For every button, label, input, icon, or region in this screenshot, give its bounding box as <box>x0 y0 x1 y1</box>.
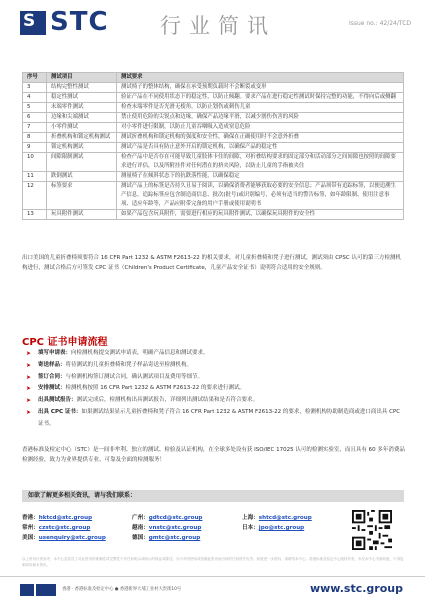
contact-region: 德国： <box>132 535 149 541</box>
table-row <box>23 182 404 210</box>
cpc-step-text: 将待测试的儿童折叠椅和凳子样品寄送至检测机构。 <box>65 361 193 368</box>
row-test-item: 末端零件测试 <box>47 103 117 113</box>
cpc-step <box>26 348 404 360</box>
contact-email-link[interactable]: usenquiry@stc.group <box>38 535 106 541</box>
cpc-step-label: 出具测试报告： <box>38 397 77 404</box>
row-test-item: 玩具附件测试 <box>47 210 117 220</box>
arrow-icon: ➤ <box>26 408 32 416</box>
logo-mark <box>20 11 46 35</box>
cpc-step-label: 安排测试： <box>38 385 66 392</box>
logo-mark-letter: S <box>23 11 36 31</box>
cpc-section-title: CPC 证书申请流程 <box>22 337 108 348</box>
about-stc-paragraph: 香港标准及检定中心（STC）是一间非牟利、独立的测试、检验及认证机构，在全球多处设有获 ISO/IEC 17025 认可的检测实验室，而且具有 60 多年消费品检测经验，致力为业界提供专业、可靠及全面的检测服务！ <box>22 447 405 463</box>
contact-email-link[interactable]: czstc@stc.group <box>38 525 91 531</box>
row-test-item: 小零件测试 <box>47 123 117 133</box>
row-requirement: 对小零件进行限制，以防止儿童吞咽吸入造成窒息危险 <box>117 123 404 133</box>
contact-cell <box>132 523 242 533</box>
row-number: 6 <box>23 113 47 123</box>
test-items-table <box>22 72 404 220</box>
arrow-icon: ➤ <box>26 385 32 393</box>
cpc-step-label: 签订合同： <box>38 373 66 380</box>
table-row <box>23 143 404 153</box>
header-item: 测试项目 <box>47 73 117 83</box>
cpc-step-text: 与检测机构签订测试合同，确认测试项目及费用等细节。 <box>65 373 204 380</box>
contact-region: 日本： <box>242 525 259 531</box>
footer-accreditation-icon <box>36 584 56 596</box>
table-row <box>23 103 404 113</box>
arrow-icon: ➤ <box>26 361 32 369</box>
contact-row <box>22 533 352 543</box>
contact-row <box>22 523 352 533</box>
table-header-row <box>23 73 404 83</box>
cpc-step-text: 如果测试结果显示儿童折叠椅和凳子符合 16 CFR Part 1232 & ASTM F2613-22 的要求，检测机构协助制造商或进口商出具 CPC 证书。 <box>38 408 401 427</box>
contact-list <box>22 513 352 543</box>
row-number: 11 <box>23 172 47 182</box>
row-number: 7 <box>23 123 47 133</box>
row-requirement: 测试折叠机构和锁定机构的强度和安全性，确保在正确使用时不会意外折叠 <box>117 133 404 143</box>
cpc-steps-list <box>26 348 404 431</box>
footer-logo-icon <box>20 584 34 596</box>
cpc-step <box>26 407 404 431</box>
contact-email-link[interactable]: jpo@stc.group <box>258 525 305 531</box>
row-requirement: 测量椅子在倾斜状态下的抗跌落性能，以确保稳定 <box>117 172 404 182</box>
row-test-item: 锁定机构测试 <box>47 143 117 153</box>
row-test-item: 稳定性测试 <box>47 93 117 103</box>
row-number: 10 <box>23 153 47 172</box>
cpc-step-label: 寄送样品： <box>38 361 66 368</box>
contact-cell <box>22 523 132 533</box>
row-number: 9 <box>23 143 47 153</box>
contact-email-link[interactable]: vnstc@stc.group <box>148 525 202 531</box>
header-no: 序号 <box>23 73 47 83</box>
contact-cell <box>242 523 352 533</box>
contact-cell <box>242 533 352 543</box>
contact-email-link[interactable]: hktcd@stc.group <box>38 515 93 521</box>
page-title: 行业简讯 <box>160 14 276 38</box>
logo-text: STC <box>50 7 109 37</box>
contact-email-link[interactable]: shtcd@stc.group <box>258 515 312 521</box>
row-requirement: 如果产品包含玩具附件，需要进行相应的玩具附件测试，以确保玩具附件的安全性 <box>117 210 404 220</box>
row-number: 3 <box>23 83 47 93</box>
cpc-step-label: 填写申请表： <box>38 350 72 356</box>
contact-cell <box>242 513 352 523</box>
row-test-item: 边缘和尖端测试 <box>47 113 117 123</box>
row-test-item: 标签要求 <box>47 182 117 210</box>
contact-cell <box>22 513 132 523</box>
cpc-step <box>26 360 404 372</box>
cpc-step-text: 检测机构按照 16 CFR Part 1232 & ASTM F2613-22 的要求进行测试。 <box>65 385 245 392</box>
contact-email-link[interactable]: gdtcd@stc.group <box>148 515 203 521</box>
contact-region: 广州： <box>132 515 149 521</box>
contact-cell <box>132 533 242 543</box>
qr-code-icon <box>352 510 392 550</box>
arrow-icon: ➤ <box>26 397 32 405</box>
table-row <box>23 153 404 172</box>
contact-region: 常州： <box>22 525 39 531</box>
intro-paragraph: 出口美国的儿童折叠椅须要符合 16 CFR Part 1232 & ASTM F2613-22 的相关要求，对儿童折叠椅和凳子进行测试，测试须由 CPSC 认可的第三方检测机构进行，测试合格后方可签发 CPC 证书（Children's Product Certificate，儿童产品安全证书）说明符合适用的安全规则。 <box>22 255 401 271</box>
arrow-icon: ➤ <box>26 350 32 357</box>
contact-email-link[interactable]: gmtc@stc.group <box>148 535 201 541</box>
row-test-item: 间隙限制测试 <box>47 153 117 172</box>
cpc-step-text: 向检测机构提交测试申请表，明确产品信息和测试要求。 <box>71 350 209 356</box>
row-test-item: 折叠机构和锁定机构测试 <box>47 133 117 143</box>
stc-logo <box>20 7 116 37</box>
row-requirement: 测试椅子的整体结构，确保在承受预期负载时不会断裂或变形 <box>117 83 404 93</box>
header-requirement: 测试要求 <box>117 73 404 83</box>
footer-address: 香港 · 香港标准及检定中心 ● 香港新界大埔工业村大贵街10号 <box>62 587 182 592</box>
cpc-step <box>26 372 404 384</box>
row-number: 13 <box>23 210 47 220</box>
contact-region: 上海： <box>242 515 259 521</box>
contact-region: 美国： <box>22 535 39 541</box>
header <box>0 0 425 48</box>
contact-region: 越南： <box>132 525 149 531</box>
row-requirement: 测试产品是否具有防止意外开启的锁定机构，以确保产品的稳定性 <box>117 143 404 153</box>
contact-bar: 如欲了解更多相关资讯，请与我们联系： <box>22 490 404 502</box>
row-requirement: 验证产品在不同使用状态下的稳定性，以防止倾翻。要求产品在进行稳定性测试时保持完整的功能，不得向后或侧翻 <box>117 93 404 103</box>
contact-cell <box>22 533 132 543</box>
table-row <box>23 113 404 123</box>
row-requirement: 测试产品上的标签是否持久且易于阅读，以确保消费者能够获取必要的安全信息；产品须带有追踪标签，以便追溯生产信息，追踪标签应包含制造商信息、批次(批号)或识别编号，必须有适当的警告标签，如年龄限制、使用注意事项、适应年龄等，产品应附带完备的用户手册或使用说明书 <box>117 182 404 210</box>
table-row <box>23 123 404 133</box>
row-requirement: 检查产品中是否存在可能导致儿童肢体卡住的间隙，对折叠结构要求的固定部分和活动部分之间间隙也按照的间隙要求进行评估，以及所附挂件对任何潜在的挤夹风险，以防止儿童的手指被夹住 <box>117 153 404 172</box>
table-row <box>23 93 404 103</box>
cpc-step <box>26 395 404 407</box>
contact-row <box>22 513 352 523</box>
row-number: 4 <box>23 93 47 103</box>
contact-region: 香港： <box>22 515 39 521</box>
arrow-icon: ➤ <box>26 373 32 381</box>
contact-cell <box>132 513 242 523</box>
row-requirement: 禁止使用危险的尖锐点和边缘，确保产品边缘平滑，以减少割伤伤害的风险 <box>117 113 404 123</box>
table-row <box>23 83 404 93</box>
table-row <box>23 133 404 143</box>
table-body <box>23 83 404 220</box>
disclaimer-text: 以上资讯仅供参考，本中心及其员工对此资讯的准确性或完整性不作任何明示或暗示的保证或陈述，亦不对因使用或依赖此资讯而引致的任何损失负责。如需进一步资料，请联络本中心。香港标准及检定中心版权所有，未经本中心书面同意，不得复制或转载本资讯。 <box>22 557 404 567</box>
row-number: 12 <box>23 182 47 210</box>
cpc-step-label: 出具 CPC 证书： <box>38 408 82 415</box>
footer-website-link[interactable]: www.stc.group <box>309 582 403 595</box>
table-row <box>23 172 404 182</box>
footer <box>0 576 425 600</box>
cpc-step <box>26 383 404 395</box>
row-number: 5 <box>23 103 47 113</box>
row-requirement: 检查末端零件是否光滑无棱角，以防止划伤或刺伤儿童 <box>117 103 404 113</box>
row-test-item: 结构完整性测试 <box>47 83 117 93</box>
row-test-item: 跌倒测试 <box>47 172 117 182</box>
cpc-step-text: 测试完成后，检测机构出具测试报告，详细列出测试结果和是否符合要求。 <box>76 397 259 404</box>
issue-number: Issue no.: 42/24/TCD <box>348 20 411 27</box>
table-row <box>23 210 404 220</box>
row-number: 8 <box>23 133 47 143</box>
